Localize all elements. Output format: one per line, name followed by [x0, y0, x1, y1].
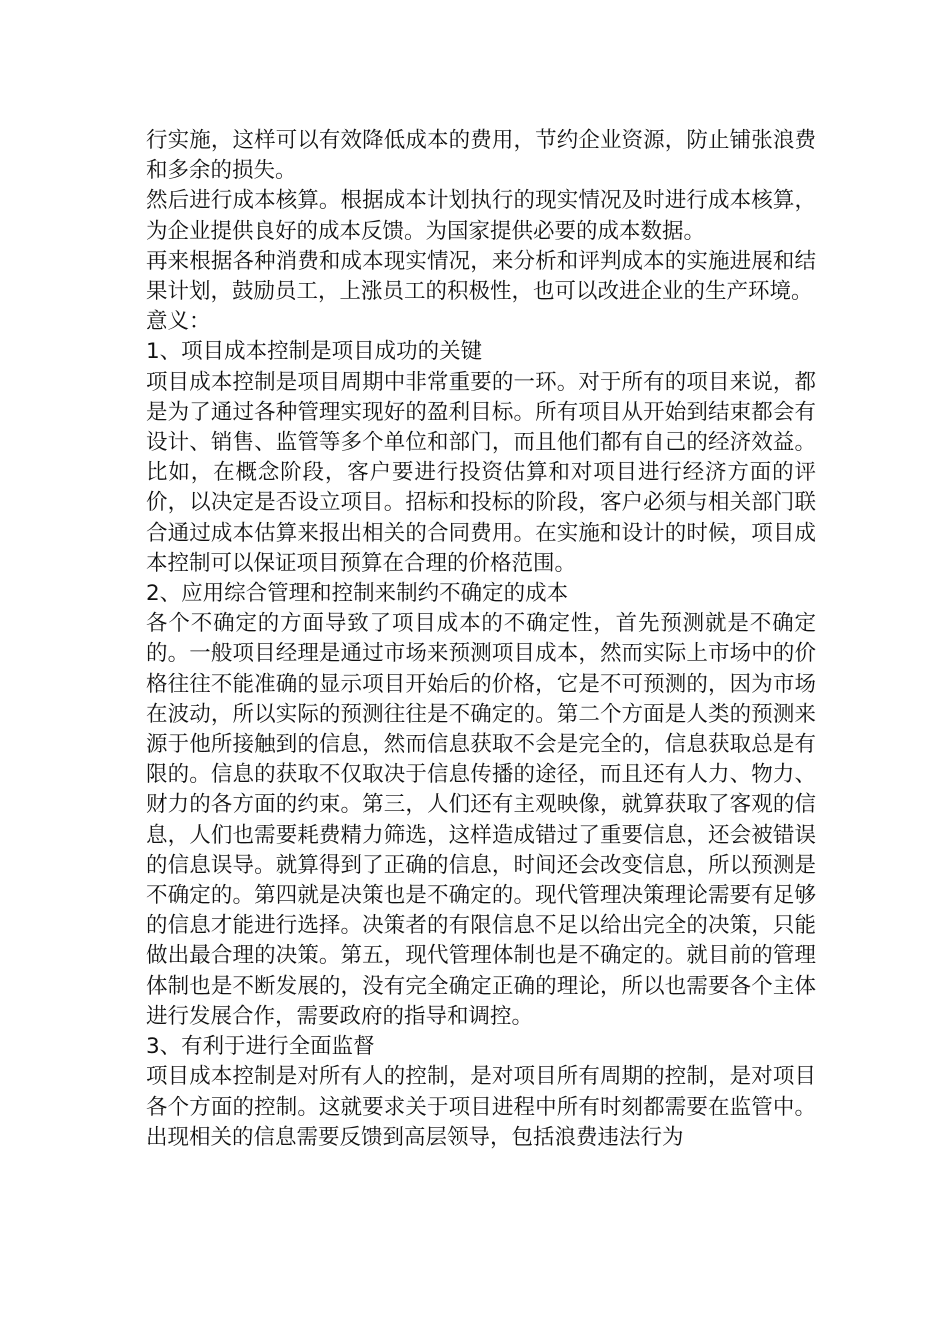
paragraph-cost-implementation: 行实施，这样可以有效降低成本的费用，节约企业资源，防止铺张浪费和多余的损失。	[146, 128, 816, 184]
paragraph-point-1: 项目成本控制是项目周期中非常重要的一环。对于所有的项目来说，都是为了通过各种管理实现好的盈利目标。所有项目从开始到结束都会有设计、销售、监管等多个单位和部门，而且他们都有自己的经济效益。比如，在概念阶段，客户要进行投资估算和对项目进行经济方面的评价，以决定是否设立项目。招标和投标的阶段，客户必须与相关部门联合通过成本估算来报出相关的合同费用。在实施和设计的时候，项目成本控制可以保证项目预算在合理的价格范围。	[146, 369, 816, 576]
heading-point-1: 1、项目成本控制是项目成功的关键	[146, 339, 483, 365]
heading-point-2: 2、应用综合管理和控制来制约不确定的成本	[146, 581, 569, 607]
heading-point-3: 3、有利于进行全面监督	[146, 1034, 375, 1060]
paragraph-point-2: 各个不确定的方面导致了项目成本的不确定性，首先预测就是不确定的。一般项目经理是通过市场来预测项目成本，然而实际上市场中的价格往往不能准确的显示项目开始后的价格，它是不可预测的，因为市场在波动，所以实际的预测往往是不确定的。第二个方面是人类的预测来源于他所接触到的信息，然而信息获取不会是完全的，信息获取总是有限的。信息的获取不仅取决于信息传播的途径，而且还有人力、物力、财力的各方面的约束。第三，人们还有主观映像，就算获取了客观的信息，人们也需要耗费精力筛选，这样造成错过了重要信息，还会被错误的信息误导。就算得到了正确的信息，时间还会改变信息，所以预测是不确定的。第四就是决策也是不确定的。现代管理决策理论需要有足够的信息才能进行选择。决策者的有限信息不足以给出完全的决策，只能做出最合理的决策。第五，现代管理体制也是不确定的。就目前的管理体制也是不断发展的，没有完全确定正确的理论，所以也需要各个主体进行发展合作，需要政府的指导和调控。	[146, 611, 816, 1029]
paragraph-cost-analysis: 再来根据各种消费和成本现实情况，来分析和评判成本的实施进展和结果计划，鼓励员工，上涨员工的积极性，也可以改进企业的生产环境。	[146, 248, 816, 305]
heading-significance: 意义：	[146, 309, 211, 335]
document-body	[146, 126, 816, 1153]
paragraph-point-3: 项目成本控制是对所有人的控制，是对项目所有周期的控制，是对项目各个方面的控制。这就要求关于项目进程中所有时刻都需要在监管中。出现相关的信息需要反馈到高层领导，包括浪费违法行为	[146, 1064, 816, 1150]
paragraph-cost-accounting: 然后进行成本核算。根据成本计划执行的现实情况及时进行成本核算，为企业提供良好的成本反馈。为国家提供必要的成本数据。	[146, 188, 816, 244]
